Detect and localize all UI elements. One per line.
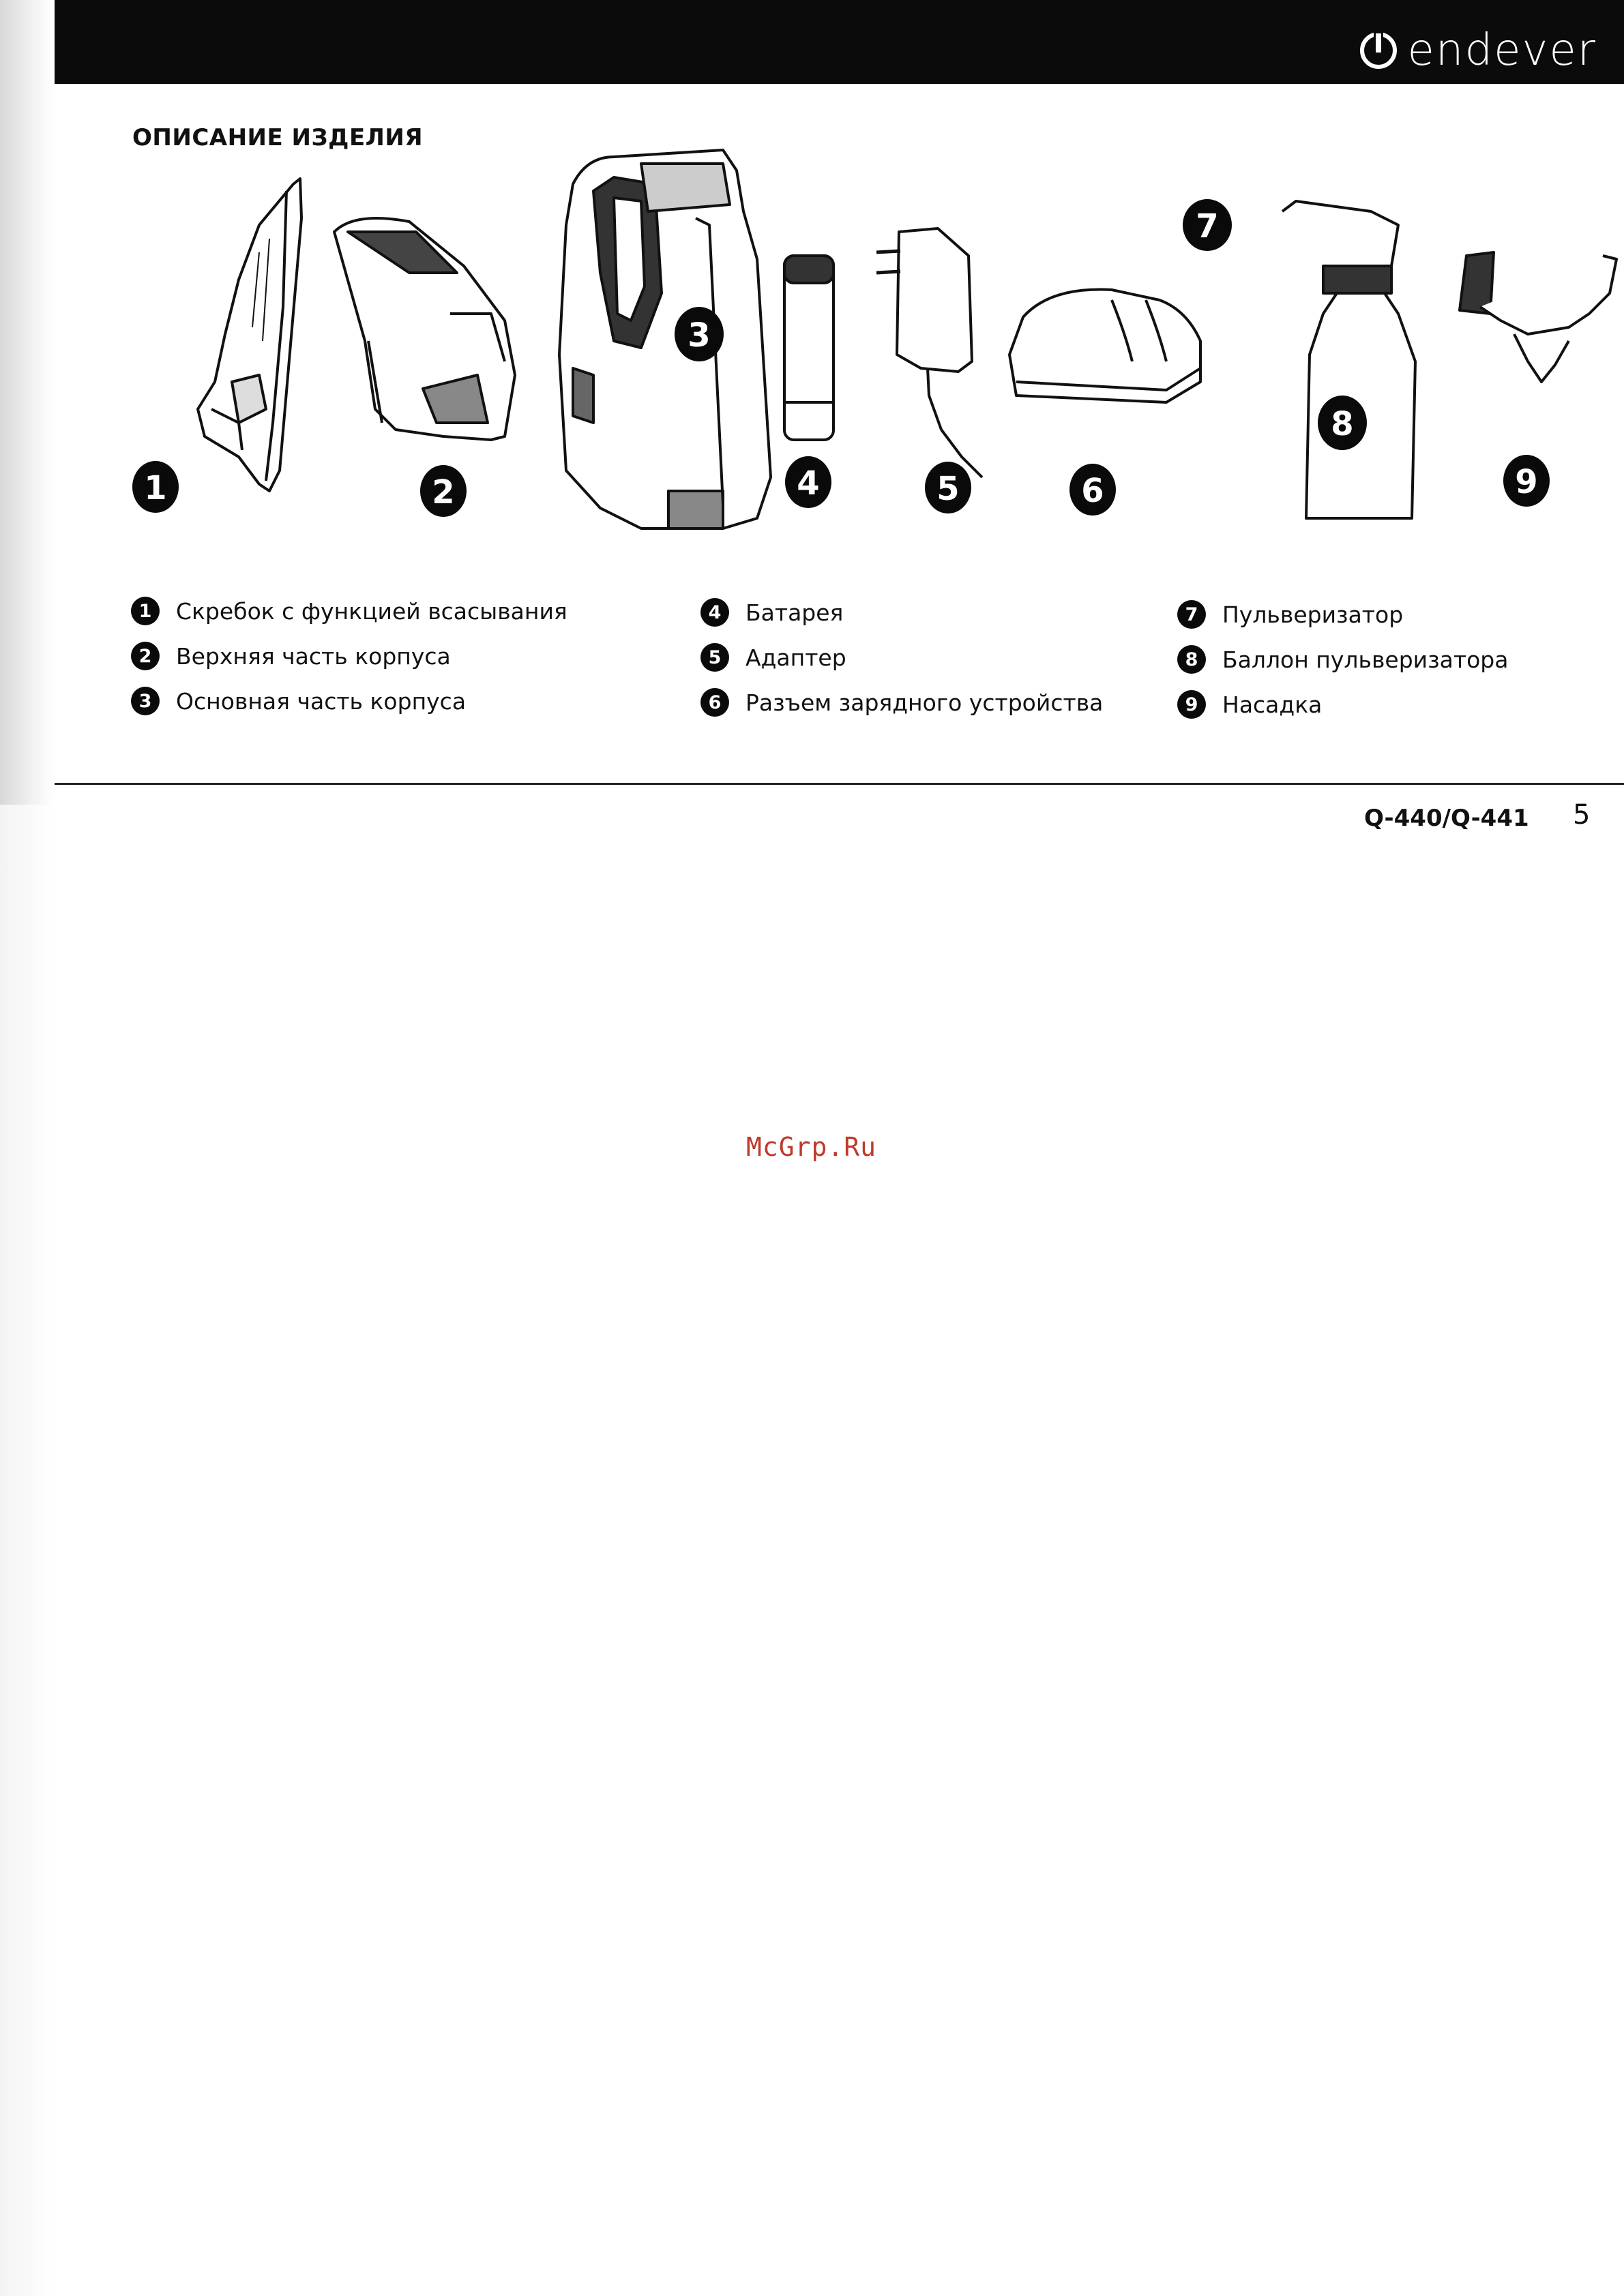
svg-text:9: 9	[1515, 463, 1538, 501]
legend-label: Насадка	[1222, 691, 1323, 718]
badge-7	[1183, 199, 1232, 251]
legend-label: Основная часть корпуса	[176, 687, 467, 715]
svg-text:5: 5	[936, 470, 960, 508]
svg-text:2: 2	[432, 473, 455, 511]
legend-column-3	[1177, 592, 1508, 727]
badge-6	[1069, 464, 1116, 516]
legend-item	[1177, 592, 1508, 637]
power-icon	[1356, 28, 1401, 73]
badge-3	[675, 307, 724, 361]
page-edge-shadow	[0, 0, 55, 805]
page-edge-shadow-lower	[0, 805, 55, 2296]
badge-9	[1503, 455, 1550, 507]
legend-number: 1	[131, 597, 160, 625]
legend-number: 5	[700, 643, 729, 672]
charger-base-illustration	[1009, 290, 1200, 403]
badge-2	[420, 465, 467, 517]
badge-1	[132, 461, 179, 513]
legend-number: 3	[131, 687, 160, 715]
spray-bottle-illustration	[1282, 201, 1415, 518]
brand-logo	[1356, 25, 1597, 76]
legend-column-1	[131, 588, 567, 724]
svg-text:6: 6	[1081, 472, 1104, 510]
badge-8	[1318, 396, 1367, 450]
section-title: ОПИСАНИЕ ИЗДЕЛИЯ	[132, 124, 424, 151]
legend-item	[700, 680, 1103, 725]
model-number: Q-440/Q-441	[1364, 805, 1529, 832]
legend-number: 9	[1177, 690, 1206, 719]
legend-label: Батарея	[745, 599, 844, 626]
svg-text:8: 8	[1331, 405, 1354, 443]
svg-text:1: 1	[144, 469, 167, 507]
legend-label: Адаптер	[745, 644, 846, 671]
svg-text:4: 4	[797, 464, 820, 503]
header-bar	[55, 0, 1624, 84]
legend-label: Баллон пульверизатора	[1222, 646, 1509, 673]
nozzle-illustration	[1460, 252, 1616, 382]
legend-item	[700, 635, 1103, 680]
legend-label: Скребок с функцией всасывания	[176, 597, 567, 625]
legend-label: Пульверизатор	[1222, 601, 1404, 628]
main-body-illustration	[559, 150, 771, 528]
legend-number: 2	[131, 642, 160, 670]
legend-number: 4	[700, 598, 729, 627]
page-number: 5	[1573, 799, 1591, 831]
legend-number: 6	[700, 688, 729, 717]
legend-number: 7	[1177, 600, 1206, 629]
battery-illustration	[784, 256, 833, 440]
badge-4	[785, 456, 831, 508]
legend-item	[131, 588, 567, 633]
watermark: McGrp.Ru	[746, 1132, 877, 1162]
legend-item	[1177, 682, 1508, 727]
legend-label: Разъем зарядного устройства	[745, 689, 1104, 716]
legend-label: Верхняя часть корпуса	[176, 642, 451, 670]
adapter-illustration	[876, 228, 982, 477]
brand-name: endever	[1407, 25, 1597, 76]
legend-item	[131, 633, 567, 679]
scraper-illustration	[198, 179, 301, 491]
legend-item	[131, 679, 567, 724]
legend-number: 8	[1177, 645, 1206, 674]
upper-body-illustration	[334, 218, 515, 440]
legend-item	[1177, 637, 1508, 682]
badge-5	[925, 462, 971, 513]
svg-text:3: 3	[688, 316, 711, 355]
section-divider	[55, 783, 1624, 785]
legend-column-2	[700, 590, 1103, 725]
svg-text:7: 7	[1196, 207, 1219, 245]
product-illustrations	[123, 136, 1623, 546]
legend-item	[700, 590, 1103, 635]
